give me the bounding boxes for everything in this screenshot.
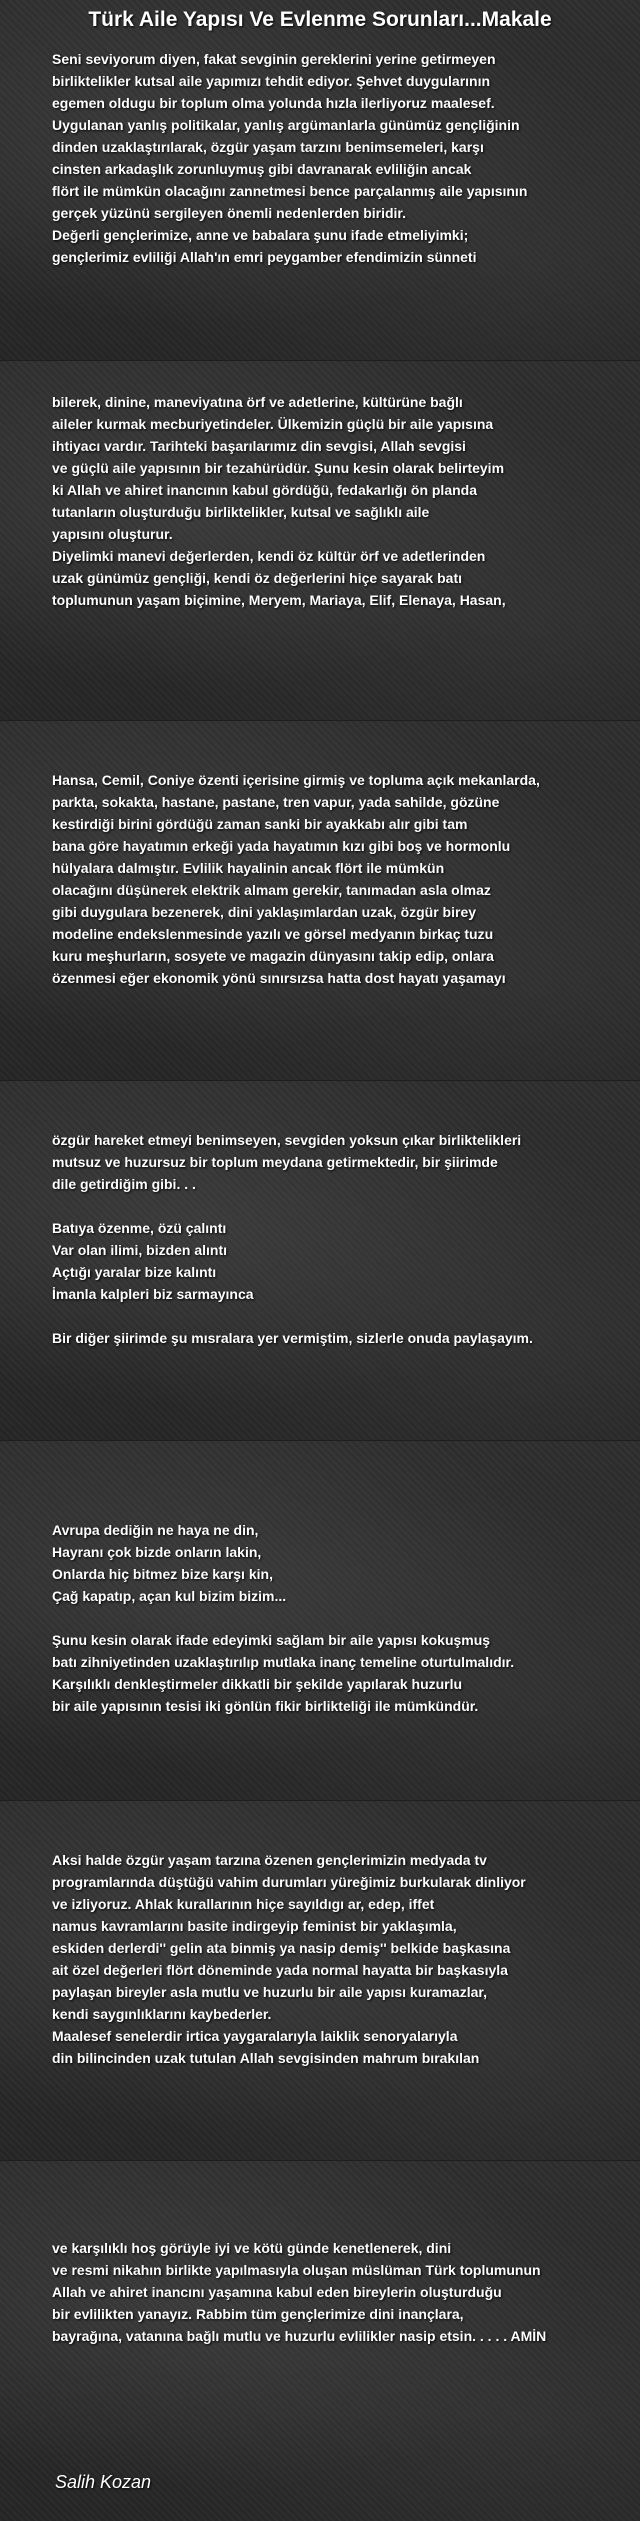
text-line: flört ile mümkün olacağını zannetmesi bence parçalanmış aile yapısının (52, 183, 528, 199)
text-line: hülyalara dalmıştır. Evlilik hayalinin ancak flört ile mümkün (52, 860, 445, 876)
text-line: Maalesef senelerdir irtica yaygaralarıyla laiklik senoryalarıyla (52, 2028, 458, 2044)
text-line: din bilincinden uzak tutulan Allah sevgisinden mahrum bırakılan (52, 2050, 480, 2066)
text-line: parkta, sokakta, hastane, pastane, tren vapur, yada sahilde, gözüne (52, 794, 500, 810)
text-line: Hayranı çok bizde onların lakin, (52, 1544, 262, 1560)
text-line: bilerek, dinine, maneviyatına örf ve adetlerine, kültürüne bağlı (52, 394, 463, 410)
text-line: gençlerimiz evliliği Allah'ın emri peygamber efendimizin sünneti (52, 249, 477, 265)
panel-3 (0, 720, 640, 1081)
blank-line (52, 1607, 628, 1629)
author-signature: Salih Kozan (55, 2472, 152, 2492)
text-line: gerçek yüzünü sergileyen önemli nedenlerden biridir. (52, 205, 406, 221)
panel-6 (0, 1800, 640, 2161)
text-line: namus kavramlarını basite indirgeyip feminist bir yaklaşımla, (52, 1918, 457, 1934)
panel-7 (0, 2160, 640, 2521)
text-line: bana göre hayatımın erkeği yada hayatımın kızı gibi boş ve hormonlu (52, 838, 511, 854)
text-line: Karşılıklı denkleştirmeler dikkatli bir şekilde yapılarak huzurlu (52, 1676, 463, 1692)
text-line: cinsten arkadaşlık zorunluymuş gibi davranarak evliliğin ancak (52, 161, 472, 177)
text-line: uzak günümüz gençliği, kendi öz değerlerini hiçe sayarak batı (52, 570, 462, 586)
text-line: paylaşan bireyler asla mutlu ve huzurlu bir aile yapısı kuramazlar, (52, 1984, 487, 2000)
text-line: bir aile yapısının tesisi iki gönlün fikir birlikteliği ile mümkündür. (52, 1698, 479, 1714)
text-line: Onlarda hiç bitmez bize karşı kin, (52, 1566, 273, 1582)
text-block-6 (52, 1849, 628, 2069)
text-line: olacağını düşünerek elektrik almam gerekir, tanımadan asla olmaz (52, 882, 491, 898)
panel-1 (0, 0, 640, 360)
text-line: özgür hareket etmeyi benimseyen, sevgiden yoksun çıkar birliktelikleri (52, 1132, 522, 1148)
text-line: egemen oldugu bir toplum olma yolunda hızla ilerliyoruz maalesef. (52, 95, 495, 111)
text-block-5 (52, 1519, 628, 1717)
text-line: Çağ kapatıp, açan kul bizim bizim... (52, 1588, 287, 1604)
text-block-3 (52, 769, 628, 989)
text-line: dinden uzaklaştırılarak, özgür yaşam tarzını benimsemeleri, karşı (52, 139, 484, 155)
text-line: Avrupa dediğin ne haya ne din, (52, 1522, 259, 1538)
text-line: ve güçlü aile yapısının bir tezahürüdür. Şunu kesin olarak belirteyim (52, 460, 505, 476)
text-line: ve karşılıklı hoş görüyle iyi ve kötü günde kenetlenerek, dini (52, 2240, 452, 2256)
text-line: Aksi halde özgür yaşam tarzına özenen gençlerimizin medyada tv (52, 1852, 487, 1868)
text-line: dile getirdiğim gibi. . . (52, 1176, 196, 1192)
text-line: aileler kurmak mecburiyetindeler. Ülkemizin güçlü bir aile yapısına (52, 416, 494, 432)
text-block-2 (52, 391, 628, 611)
text-block-1 (52, 48, 628, 268)
text-line: ihtiyacı vardır. Tarihteki başarılarımız din sevgisi, Allah sevgisi (52, 438, 466, 454)
text-line: Açtığı yaralar bize kalıntı (52, 1264, 217, 1280)
text-line: Bir diğer şiirimde şu mısralara yer vermiştim, sizlerle onuda paylaşayım. (52, 1330, 533, 1346)
text-block-4 (52, 1129, 628, 1349)
text-line: Uygulanan yanlış politikalar, yanlış argümanlarla günümüz gençliğinin (52, 117, 520, 133)
panel-5 (0, 1440, 640, 1801)
blank-line (52, 1305, 628, 1327)
text-line: ait özel değerleri flört döneminde yada normal hayatta bir başkasıyla (52, 1962, 508, 1978)
text-line: yapısını oluşturur. (52, 526, 173, 542)
text-line: tutanların oluşturduğu birliktelikler, kutsal ve sağlıklı aile (52, 504, 430, 520)
text-line: Allah ve ahiret inancını yaşamına kabul eden bireylerin oluşturduğu (52, 2284, 502, 2300)
text-line: kestirdiği birini gördüğü zaman sanki bir ayakkabı alır gibi tam (52, 816, 468, 832)
text-line: Var olan ilimi, bizden alıntı (52, 1242, 228, 1258)
text-line: kuru meşhurların, sosyete ve magazin dünyasını takip edip, onlara (52, 948, 494, 964)
text-line: modeline endekslenmesinde yazılı ve görsel medyanın birkaç tuzu (52, 926, 494, 942)
blank-line (52, 1195, 628, 1217)
poem-title: Türk Aile Yapısı Ve Evlenme Sorunları...Makale (88, 8, 552, 31)
text-line: kendi saygınlıklarını kaybederler. (52, 2006, 272, 2022)
text-line: Batıya özenme, özü çalıntı (52, 1220, 227, 1236)
text-line: programlarında düştüğü vahim durumları yüreğimiz burkularak dinliyor (52, 1874, 526, 1890)
text-line: Diyelimki manevi değerlerden, kendi öz kültür örf ve adetlerinden (52, 548, 486, 564)
text-line: ve izliyoruz. Ahlak kurallarının hiçe sayıldıgı ar, edep, iffet (52, 1896, 435, 1912)
panel-2 (0, 360, 640, 721)
text-line: Değerli gençlerimize, anne ve babalara şunu ifade etmeliyimki; (52, 227, 469, 243)
text-line: toplumunun yaşam biçimine, Meryem, Mariaya, Elif, Elenaya, Hasan, (52, 592, 506, 608)
text-line: birliktelikler kutsal aile yapımızı tehdit ediyor. Şehvet duygularının (52, 73, 491, 89)
text-line: mutsuz ve huzursuz bir toplum meydana getirmektedir, bir şiirimde (52, 1154, 498, 1170)
text-line: Seni seviyorum diyen, fakat sevginin gereklerini yerine getirmeyen (52, 51, 496, 67)
text-line: ki Allah ve ahiret inancının kabul gördüğü, fedakarlığı ön planda (52, 482, 477, 498)
text-line: bir evlilikten yanayız. Rabbim tüm gençlerimize dini inançlara, (52, 2306, 464, 2322)
text-line: batı zihniyetinden uzaklaştırılıp mutlaka inanç temeline oturtulmalıdır. (52, 1654, 515, 1670)
text-line: bayrağına, vatanına bağlı mutlu ve huzurlu evlilikler nasip etsin. . . . . AMİN (52, 2328, 547, 2344)
text-line: gibi duygulara bezenerek, dini yaklaşımlardan uzak, özgür birey (52, 904, 477, 920)
text-line: ve resmi nikahın birlikte yapılmasıyla oluşan müslüman Türk toplumunun (52, 2262, 541, 2278)
panel-4 (0, 1080, 640, 1441)
text-line: özenmesi eğer ekonomik yönü sınırsızsa hatta dost hayatı yaşamayı (52, 970, 506, 986)
text-line: Şunu kesin olarak ifade edeyimki sağlam bir aile yapısı kokuşmuş (52, 1632, 491, 1648)
text-block-7 (52, 2237, 628, 2347)
text-line: Hansa, Cemil, Coniye özenti içerisine girmiş ve topluma açık mekanlarda, (52, 772, 540, 788)
text-line: eskiden derlerdi'' gelin ata binmiş ya nasip demiş'' belkide başkasına (52, 1940, 511, 1956)
text-line: İmanla kalpleri biz sarmayınca (52, 1286, 254, 1302)
